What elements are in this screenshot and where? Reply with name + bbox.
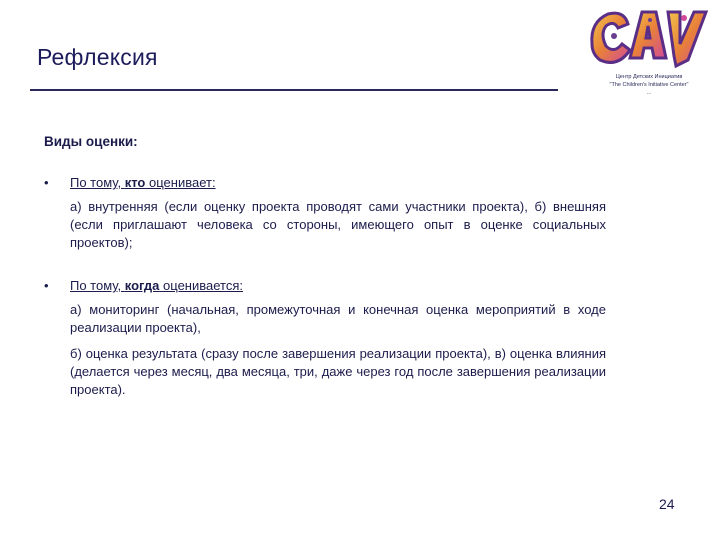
slide-title: Рефлексия [37,44,158,70]
organization-logo [584,4,714,98]
page-number: 24 [659,496,675,512]
paragraph: б) оценка результата (сразу после завершения реализации проекта), в) оценка влияния (делается через месяц, два месяца, три, даже через год после завершения реализации проекта). [70,346,606,397]
bullet-label [70,175,606,190]
paragraph: а) мониторинг (начальная, промежуточная и конечная оценка мероприятий в ходе реализации проекта), [70,302,606,335]
bullet-label [70,278,606,293]
label-text: По тому, [70,175,125,190]
section-heading: Виды оценки: [44,134,138,149]
label-emphasis: кто [124,175,146,190]
logo-caption-line-1: Центр Детских Инициатив [615,74,683,80]
graffiti-logo-icon [584,4,714,72]
evaluation-type-when [44,278,606,399]
bullet-marker: • [44,175,49,190]
label-text: оценивается: [159,278,243,293]
bullet-marker: • [44,278,49,293]
title-divider [30,89,558,91]
label-text: оценивает: [145,175,216,190]
paragraph: а) внутренняя (если оценку проекта проводят сами участники проекта), б) внешняя (если приглашают человека со стороны, имеющего опыт в оценке социальных проектов); [70,199,606,250]
label-emphasis: когда [124,278,160,293]
logo-caption-line-3: ... [646,90,652,96]
label-text: По тому, [70,278,125,293]
evaluation-type-who [44,175,606,252]
logo-caption-line-2: "The Children's Initiative Center" [609,82,689,88]
slide-content [44,134,606,425]
